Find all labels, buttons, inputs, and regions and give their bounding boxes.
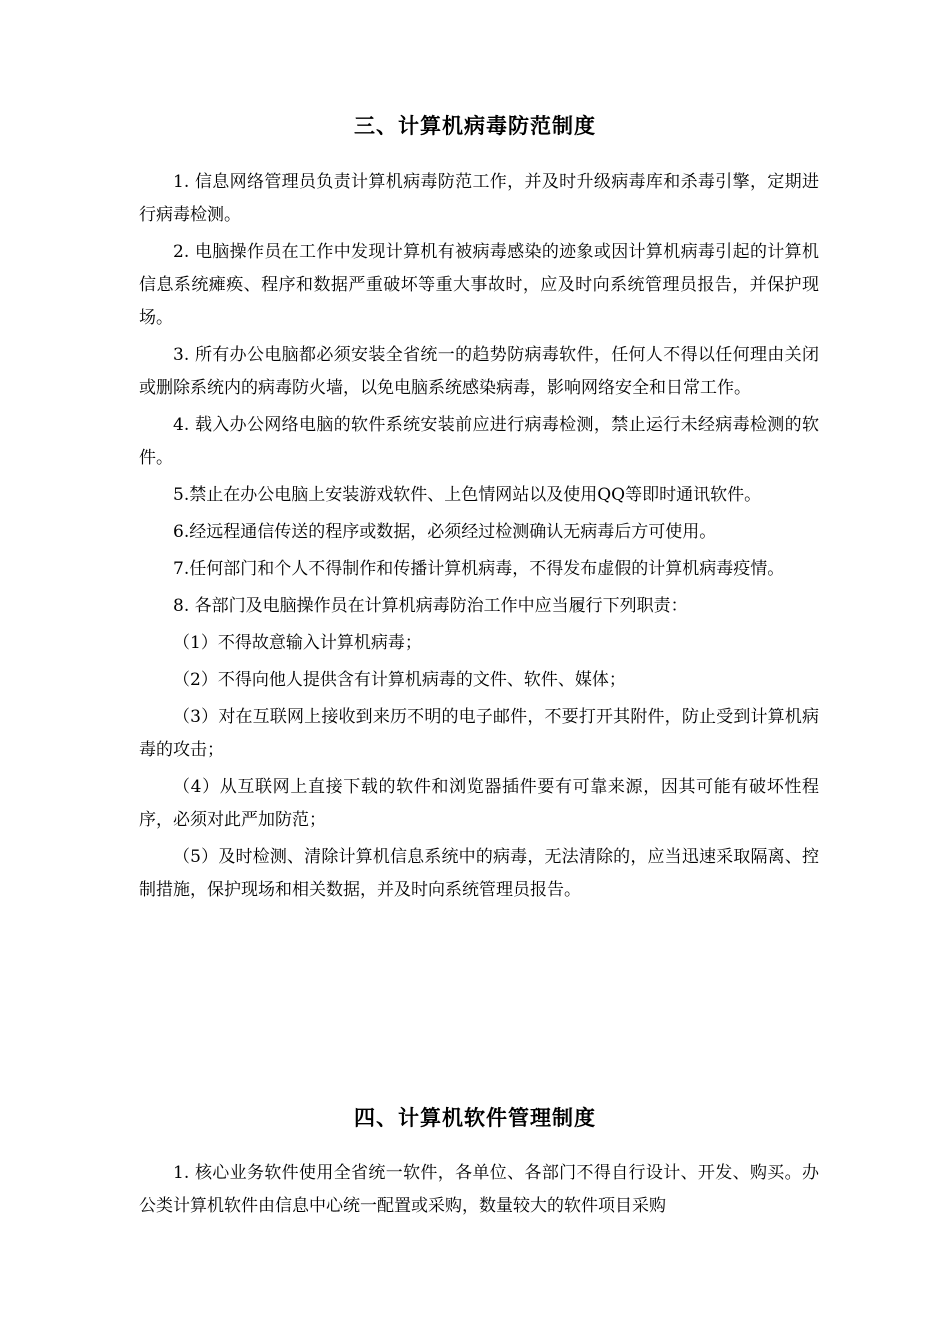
paragraph-2: 2. 电脑操作员在工作中发现计算机有被病毒感染的迹象或因计算机病毒引起的计算机信息系统瘫痪、程序和数据严重破坏等重大事故时，应及时向系统管理员报告，并保护现场。 <box>139 242 819 328</box>
duty-item-2: （2）不得向他人提供含有计算机病毒的文件、软件、媒体； <box>173 670 626 690</box>
section-4-title: 四、计算机软件管理制度 <box>354 1106 596 1130</box>
paragraph-9: 1. 核心业务软件使用全省统一软件，各单位、各部门不得自行设计、开发、购买。办公类计算机软件由信息中心统一配置或采购，数量较大的软件项目采购 <box>139 1163 819 1216</box>
paragraph-5: 5.禁止在办公电脑上安装游戏软件、上色情网站以及使用QQ等即时通讯软件。 <box>173 485 762 505</box>
paragraph-1: 1. 信息网络管理员负责计算机病毒防范工作，并及时升级病毒库和杀毒引擎，定期进行病毒检测。 <box>139 172 819 225</box>
section-3-body <box>139 166 819 911</box>
duty-item-1: （1）不得故意输入计算机病毒； <box>173 633 422 653</box>
paragraph-3: 3. 所有办公电脑都必须安装全省统一的趋势防病毒软件，任何人不得以任何理由关闭或删除系统内的病毒防火墙，以免电脑系统感染病毒，影响网络安全和日常工作。 <box>139 345 819 398</box>
duty-item-5: （5）及时检测、清除计算机信息系统中的病毒，无法清除的，应当迅速采取隔离、控制措施，保护现场和相关数据，并及时向系统管理员报告。 <box>139 847 819 900</box>
section-4-body <box>139 1157 819 1227</box>
paragraph-8: 8. 各部门及电脑操作员在计算机病毒防治工作中应当履行下列职责： <box>173 596 688 616</box>
duty-item-4: （4）从互联网上直接下载的软件和浏览器插件要有可靠来源，因其可能有破坏性程序，必须对此严加防范； <box>139 777 819 830</box>
paragraph-7: 7.任何部门和个人不得制作和传播计算机病毒，不得发布虚假的计算机病毒疫情。 <box>173 559 785 579</box>
paragraph-4: 4. 载入办公网络电脑的软件系统安装前应进行病毒检测，禁止运行未经病毒检测的软件。 <box>139 415 819 468</box>
paragraph-6: 6.经远程通信传送的程序或数据，必须经过检测确认无病毒后方可使用。 <box>173 522 717 542</box>
section-3-title: 三、计算机病毒防范制度 <box>354 114 596 138</box>
duty-item-3: （3）对在互联网上接收到来历不明的电子邮件，不要打开其附件，防止受到计算机病毒的攻击； <box>139 707 819 760</box>
